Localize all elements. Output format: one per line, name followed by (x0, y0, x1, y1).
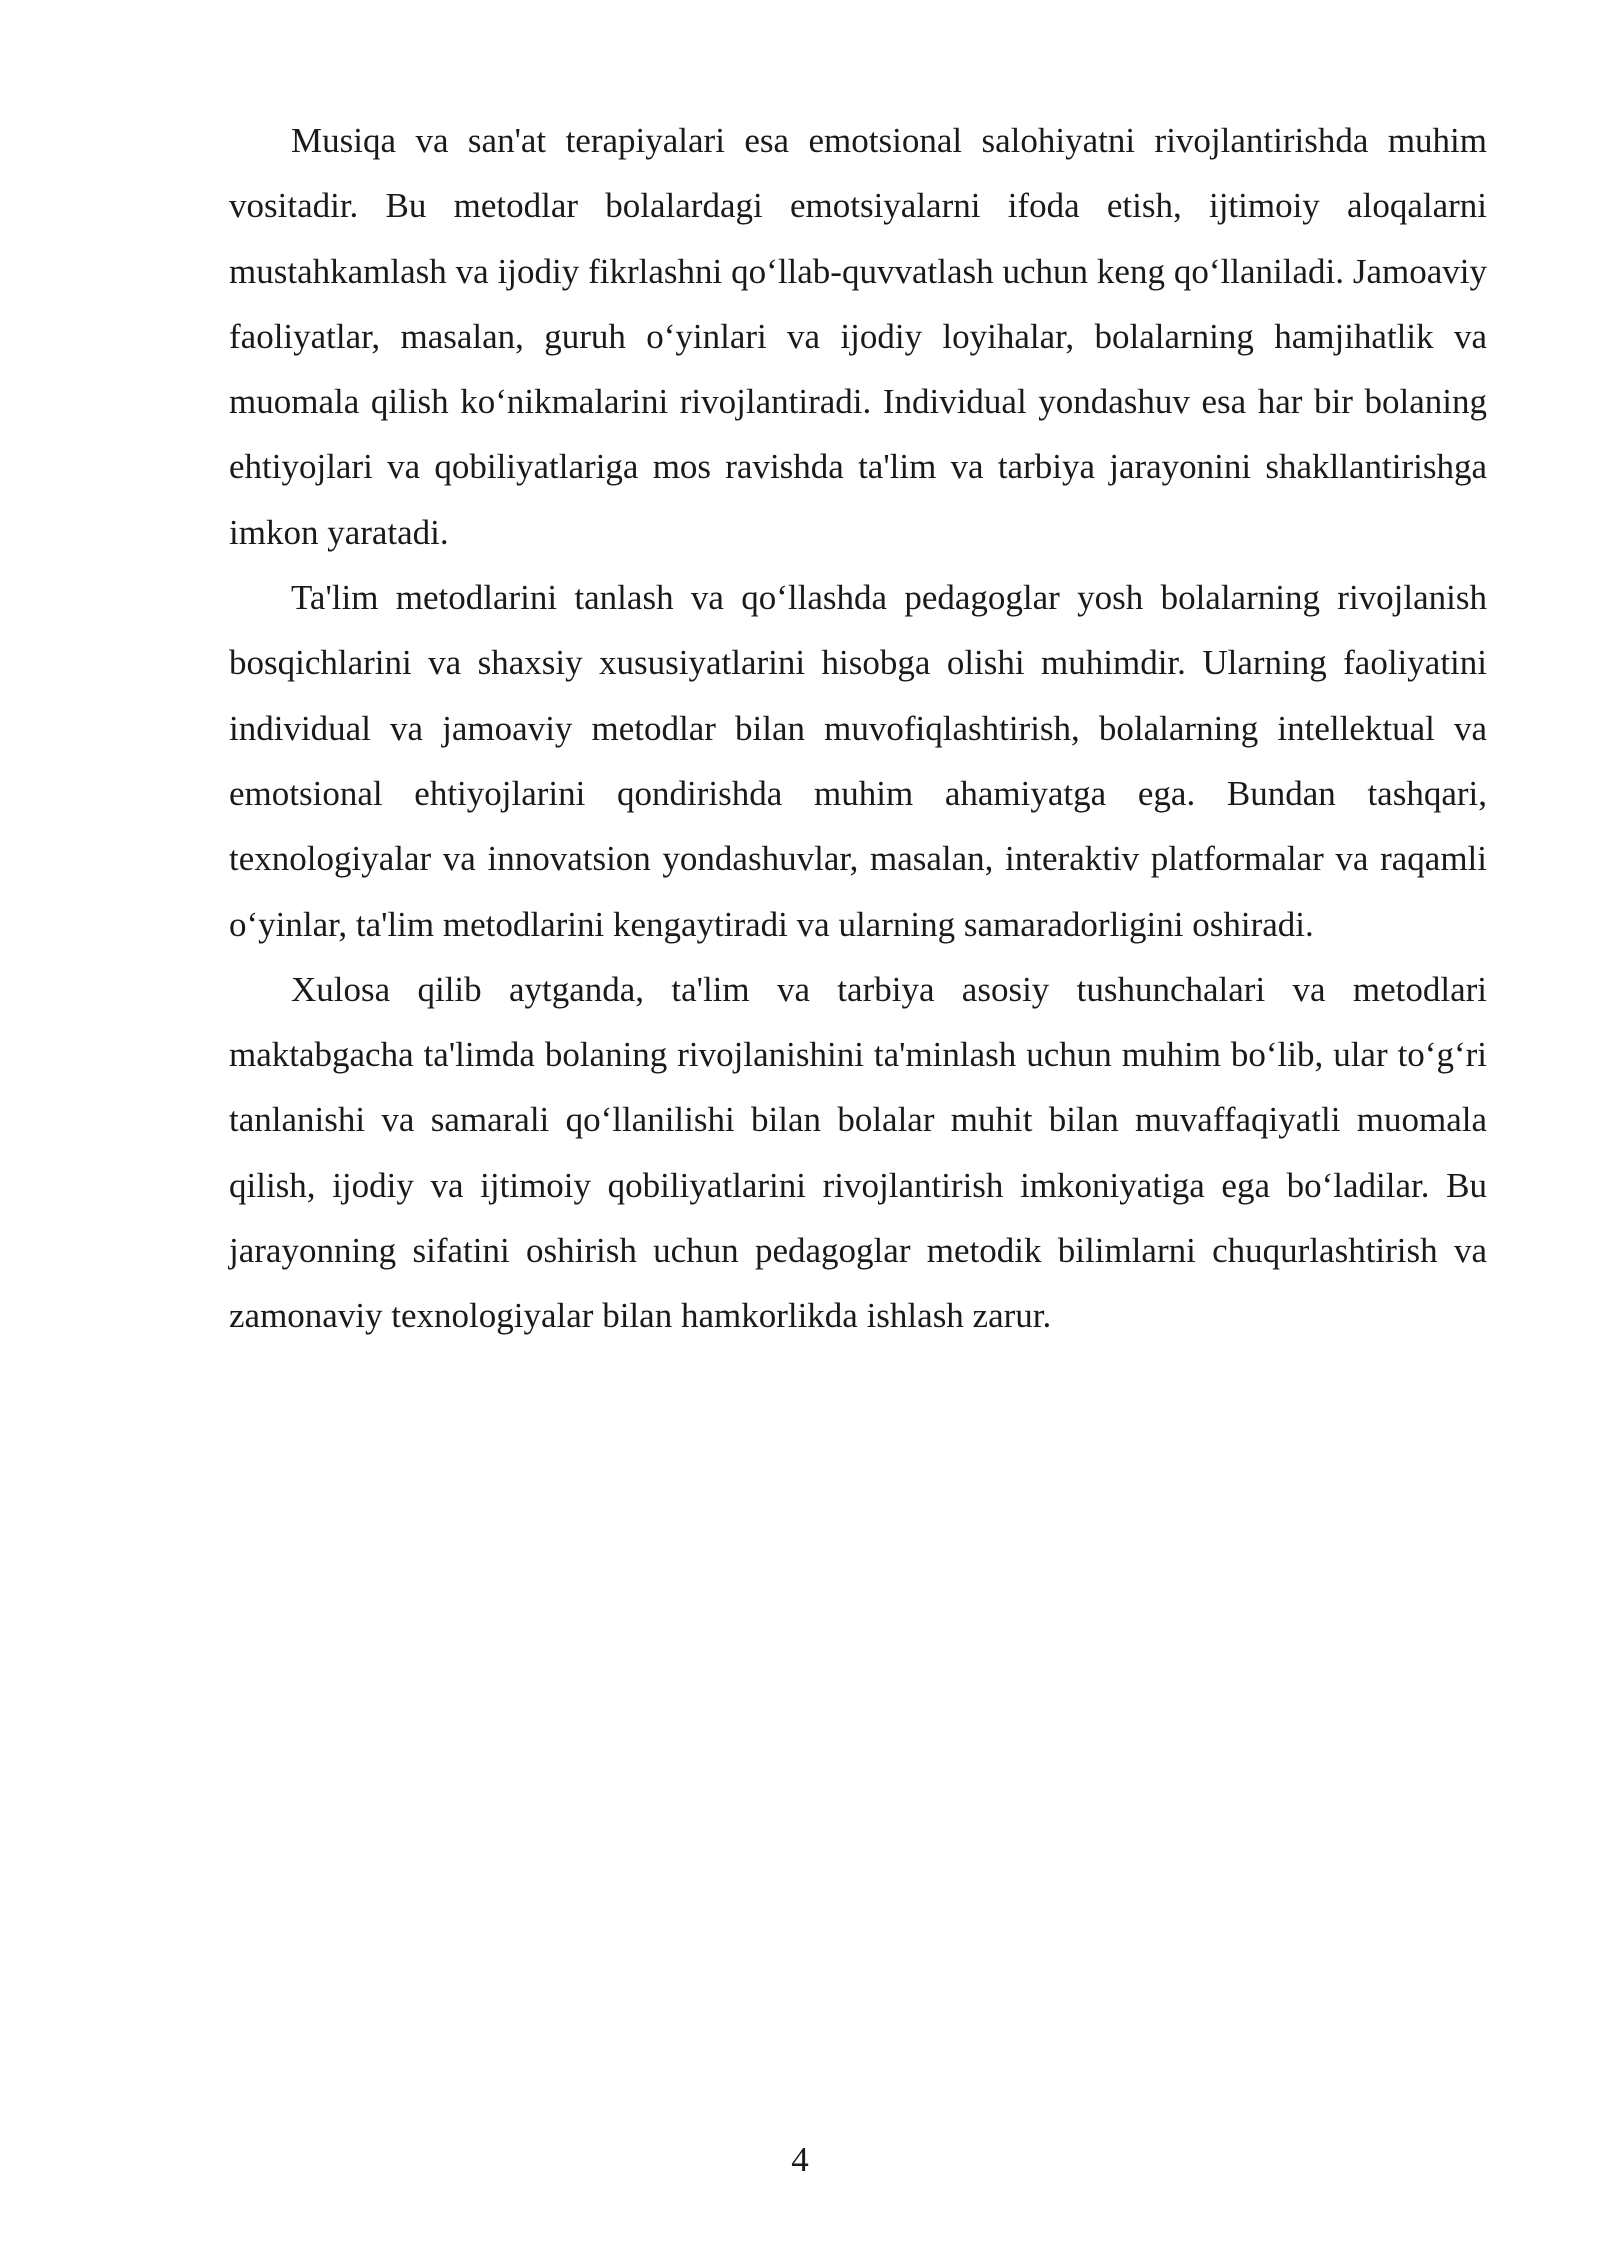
body-text (229, 108, 1487, 1349)
paragraph-1: Musiqa va san'at terapiyalari esa emotsional salohiyatni rivojlantirishda muhim vositadir. Bu metodlar bolalardagi emotsiyalarni ifoda etish, ijtimoiy aloqalarni mustahkamlash va ijodiy fikrlashni qo‘llab-quvvatlash uchun keng qo‘llaniladi. Jamoaviy faoliyatlar, masalan, guruh o‘yinlari va ijodiy loyihalar, bolalarning hamjihatlik va muomala qilish ko‘nikmalarini rivojlantiradi. Individual yondashuv esa har bir bolaning ehtiyojlari va qobiliyatlariga mos ravishda ta'lim va tarbiya jarayonini shakllantirishga imkon yaratadi. (229, 121, 1487, 552)
paragraph-2: Ta'lim metodlarini tanlash va qo‘llashda pedagoglar yosh bolalarning rivojlanish bosqichlarini va shaxsiy xususiyatlarini hisobga olishi muhimdir. Ularning faoliyatini individual va jamoaviy metodlar bilan muvofiqlashtirish, bolalarning intellektual va emotsional ehtiyojlarini qondirishda muhim ahamiyatga ega. Bundan tashqari, texnologiyalar va innovatsion yondashuvlar, masalan, interaktiv platformalar va raqamli o‘yinlar, ta'lim metodlarini kengaytiradi va ularning samaradorligini oshiradi. (229, 578, 1487, 944)
paragraph-3: Xulosa qilib aytganda, ta'lim va tarbiya asosiy tushunchalari va metodlari maktabgacha ta'limda bolaning rivojlanishini ta'minlash uchun muhim bo‘lib, ular to‘g‘ri tanlanishi va samarali qo‘llanilishi bilan bolalar muhit bilan muvaffaqiyatli muomala qilish, ijodiy va ijtimoiy qobiliyatlarini rivojlantirish imkoniyatiga ega bo‘ladilar. Bu jarayonning sifatini oshirish uchun pedagoglar metodik bilimlarni chuqurlashtirish va zamonaviy texnologiyalar bilan hamkorlikda ishlash zarur. (229, 969, 1487, 1336)
page-number: 4 (791, 2140, 809, 2179)
